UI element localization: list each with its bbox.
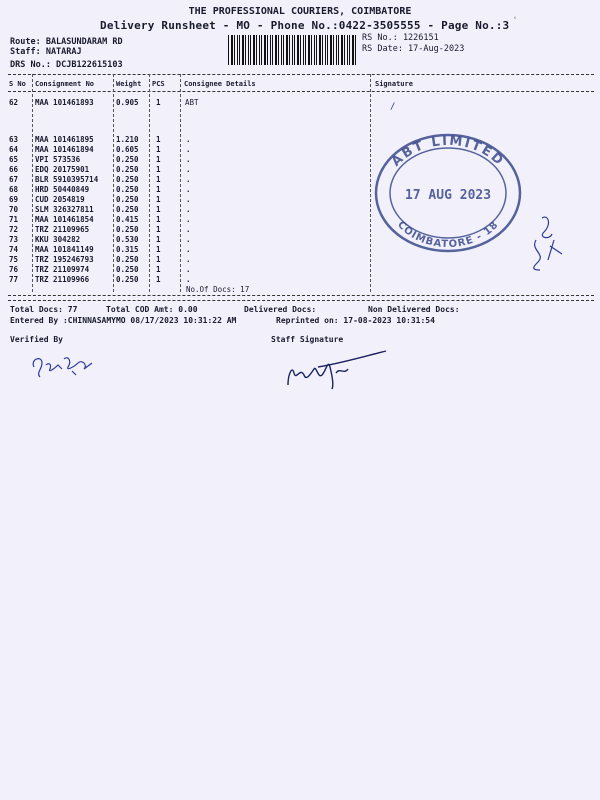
no-of-docs: No.Of Docs: 17 — [186, 285, 250, 294]
row-consignment: MAA 101461854 — [35, 215, 94, 224]
row-pcs: 1 — [156, 245, 161, 254]
table-row — [0, 165, 370, 175]
stamp-company: ABT LIMITED — [388, 133, 508, 170]
column-divider — [370, 74, 371, 292]
staff-signature — [282, 345, 392, 395]
row-consignment: TRZ 21109966 — [35, 275, 90, 284]
row-pcs: 1 — [156, 155, 161, 164]
row-weight: 0.250 — [116, 275, 139, 284]
row-consignee: . — [186, 155, 191, 164]
row-pcs: 1 — [156, 275, 161, 284]
divider — [8, 300, 594, 301]
svg-text:ABT LIMITED — [389, 134, 507, 170]
row-pcs: 1 — [156, 185, 161, 194]
row-sno: 74 — [9, 245, 19, 254]
table-row — [0, 265, 370, 275]
row-sno: 63 — [9, 135, 19, 144]
row-consignment: TRZ 21109965 — [35, 225, 90, 234]
row-consignee: . — [186, 175, 191, 184]
row-pcs: 1 — [156, 145, 161, 154]
row-weight: 0.605 — [116, 145, 139, 154]
row-weight: 0.250 — [116, 265, 139, 274]
col-consignment: Consignment No — [35, 80, 95, 88]
row-consignee: . — [186, 275, 191, 284]
rs-number: RS No.: 1226151 — [362, 33, 439, 43]
row-consignment: HRD 50440849 — [35, 185, 90, 194]
row-consignee: . — [186, 205, 191, 214]
row-consignee: . — [186, 255, 191, 264]
table-row — [0, 205, 370, 215]
row-consignment: TRZ 21109974 — [35, 265, 90, 274]
non-delivered-docs: Non Delivered Docs: — [368, 305, 460, 314]
row-sno: 70 — [9, 205, 19, 214]
row-pcs: 1 — [156, 195, 161, 204]
row-consignment: MAA 101461895 — [35, 135, 94, 144]
row-consignee: . — [186, 235, 191, 244]
row-sno: 62 — [9, 98, 19, 107]
entered-by: Entered By :CHINNASAMYMO 08/17/2023 10:31:22 AM — [10, 316, 237, 325]
reprinted-on: Reprinted on: 17-08-2023 10:31:54 — [276, 316, 435, 325]
barcode — [228, 35, 356, 65]
col-weight: Weight — [116, 80, 142, 88]
row-weight: 1.210 — [116, 135, 139, 144]
row-weight: 0.250 — [116, 255, 139, 264]
row-consignment: BLR 5910395714 — [35, 175, 99, 184]
row-sno: 65 — [9, 155, 19, 164]
row-weight: 0.250 — [116, 205, 139, 214]
table-row — [0, 175, 370, 185]
row-consignment: TRZ 195246793 — [35, 255, 94, 264]
row-weight: 0.530 — [116, 235, 139, 244]
row-sno: 72 — [9, 225, 19, 234]
row-pcs: 1 — [156, 265, 161, 274]
row-weight: 0.415 — [116, 215, 139, 224]
table-row — [0, 225, 370, 235]
row-weight: 0.250 — [116, 165, 139, 174]
col-signature: Signature — [375, 80, 413, 88]
row-consignment: MAA 101461893 — [35, 98, 94, 107]
row-sno: 67 — [9, 175, 19, 184]
row-consignment: CUD 2054819 — [35, 195, 85, 204]
row-consignee: . — [186, 225, 191, 234]
row-pcs: 1 — [156, 175, 161, 184]
row-sno: 77 — [9, 275, 19, 284]
row-sno: 66 — [9, 165, 19, 174]
delivered-docs: Delivered Docs: — [244, 305, 317, 314]
col-pcs: PCS — [152, 80, 165, 88]
table-row — [0, 275, 370, 285]
row-sno: 76 — [9, 265, 19, 274]
company-title: THE PROFESSIONAL COURIERS, COIMBATORE — [188, 6, 412, 17]
row-consignment: KKU 304282 — [35, 235, 81, 244]
col-consignee: Consignee Details — [184, 80, 256, 88]
total-cod: Total COD Amt: 0.00 — [106, 305, 198, 314]
row-consignee: ABT — [185, 98, 199, 107]
row-consignee: . — [186, 265, 191, 274]
divider — [8, 295, 594, 296]
row-pcs: 1 — [156, 135, 161, 144]
row-sno: 75 — [9, 255, 19, 264]
row-sno: 69 — [9, 195, 19, 204]
row-weight: 0.250 — [116, 155, 139, 164]
total-docs: Total Docs: 77 — [10, 305, 78, 314]
drs-number: DRS No.: DCJB122615103 — [10, 60, 123, 70]
row-sno: 68 — [9, 185, 19, 194]
divider — [8, 74, 594, 75]
receiver-signature — [522, 210, 572, 280]
table-row — [0, 145, 370, 155]
rs-date: RS Date: 17-Aug-2023 — [362, 44, 465, 54]
row-consignee: . — [186, 215, 191, 224]
row-pcs: 1 — [156, 235, 161, 244]
route-label: Route: BALASUNDARAM RD — [10, 37, 123, 47]
divider — [8, 91, 594, 92]
table-row — [0, 245, 370, 255]
row-sno: 73 — [9, 235, 19, 244]
row-consignee: . — [186, 185, 191, 194]
col-sno: S No — [9, 80, 26, 88]
row-consignee: . — [186, 165, 191, 174]
row-consignment: EDQ 20175901 — [35, 165, 90, 174]
page-curl-mark: ʿ — [512, 16, 519, 27]
table-row — [0, 235, 370, 245]
verified-by-label: Verified By — [10, 335, 63, 344]
row-pcs: 1 — [156, 225, 161, 234]
row-weight: 0.250 — [116, 185, 139, 194]
row-consignee: . — [186, 195, 191, 204]
row-pcs: 1 — [156, 215, 161, 224]
row-weight: 0.250 — [116, 195, 139, 204]
row-pcs: 1 — [156, 255, 161, 264]
stamp-city: COIMBATORE - 18 — [395, 219, 501, 251]
table-row — [0, 135, 370, 145]
table-row — [0, 215, 370, 225]
row-pcs: 1 — [156, 98, 161, 107]
row-consignment: MAA 101461894 — [35, 145, 94, 154]
table-row — [0, 195, 370, 205]
pen-mark: / — [390, 102, 396, 112]
row-consignee: . — [186, 135, 191, 144]
row-consignee: . — [186, 145, 191, 154]
verified-signature — [28, 345, 108, 385]
row-sno: 71 — [9, 215, 19, 224]
row-sno: 64 — [9, 145, 19, 154]
row-weight: 0.250 — [116, 175, 139, 184]
table-row — [0, 185, 370, 195]
stamp-date: 17 AUG 2023 — [404, 188, 492, 203]
row-weight: 0.905 — [116, 98, 139, 107]
runsheet-title: Delivery Runsheet - MO - Phone No.:0422-3505555 - Page No.:3 — [100, 19, 510, 32]
staff-signature-label: Staff Signature — [271, 335, 344, 344]
row-consignment: MAA 101841149 — [35, 245, 94, 254]
row-weight: 0.315 — [116, 245, 139, 254]
table-row — [0, 155, 370, 165]
row-pcs: 1 — [156, 165, 161, 174]
row-consignee: . — [186, 245, 191, 254]
row-pcs: 1 — [156, 205, 161, 214]
row-consignment: VPI 573536 — [35, 155, 81, 164]
abt-limited-stamp — [372, 133, 522, 255]
staff-label: Staff: NATARAJ — [10, 47, 82, 57]
table-row — [0, 255, 370, 265]
row-weight: 0.250 — [116, 225, 139, 234]
row-consignment: SLM 326327811 — [35, 205, 94, 214]
svg-text:COIMBATORE - 18 — [395, 219, 501, 250]
